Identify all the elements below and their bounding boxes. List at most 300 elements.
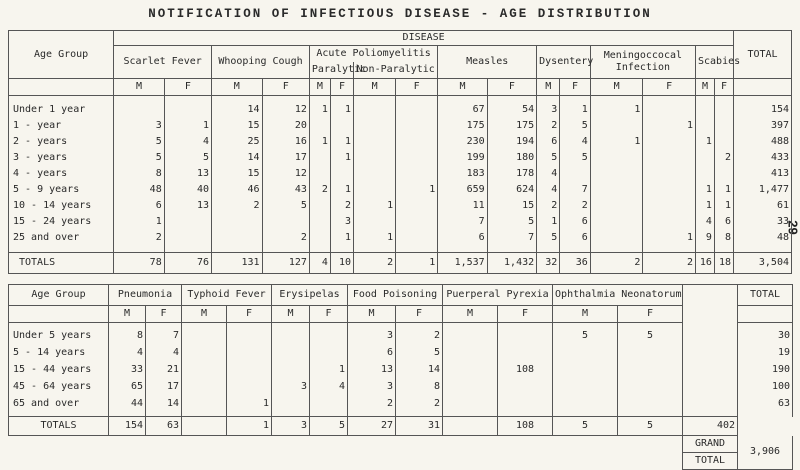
value-cell: 3 [348, 327, 396, 344]
value-cell: 2 [714, 150, 733, 166]
value-cell [396, 214, 438, 230]
sex-header: M [696, 79, 715, 96]
sex-header: M [272, 306, 310, 323]
value-cell: 2 [114, 230, 165, 246]
value-cell [618, 395, 683, 412]
value-cell: 194 [487, 134, 536, 150]
sex-header: F [262, 79, 309, 96]
value-cell [590, 150, 643, 166]
value-cell: 1 [537, 214, 560, 230]
sex-header: F [330, 79, 353, 96]
value-cell [309, 214, 330, 230]
grand-total-label: TOTAL [683, 453, 738, 470]
age-group-cell: 15 - 44 years [9, 361, 109, 378]
sex-header: F [164, 79, 211, 96]
value-cell: 13 [348, 361, 396, 378]
value-cell: 659 [438, 182, 487, 198]
row-total-cell: 63 [738, 395, 793, 412]
sex-header: F [618, 306, 683, 323]
disease-name: Scabies [696, 46, 734, 79]
value-cell [396, 134, 438, 150]
value-cell [443, 327, 498, 344]
value-cell [182, 344, 227, 361]
value-cell: 1 [560, 102, 591, 118]
value-cell [164, 214, 211, 230]
age-group-header: Age Group [9, 31, 114, 79]
sex-header: F [487, 79, 536, 96]
sex-header: M [438, 79, 487, 96]
total-value-cell: 1,537 [438, 253, 487, 274]
row-total-cell: 1,477 [734, 182, 792, 198]
value-cell: 1 [696, 182, 715, 198]
value-cell: 4 [537, 166, 560, 182]
table-row [9, 378, 793, 395]
value-cell [553, 395, 618, 412]
total-header: TOTAL [734, 31, 792, 79]
value-cell [354, 182, 396, 198]
age-group-cell: 65 and over [9, 395, 109, 412]
value-cell [643, 102, 696, 118]
total-value-cell: 131 [212, 253, 263, 274]
total-value-cell: 32 [537, 253, 560, 274]
value-cell: 6 [537, 134, 560, 150]
value-cell [618, 344, 683, 361]
sex-header: M [109, 306, 146, 323]
value-cell [330, 166, 353, 182]
value-cell: 44 [109, 395, 146, 412]
disease-names-row [9, 46, 792, 63]
value-cell: 4 [109, 344, 146, 361]
value-cell [498, 395, 553, 412]
value-cell: 1 [114, 214, 165, 230]
age-group-cell: 5 - 14 years [9, 344, 109, 361]
value-cell [212, 214, 263, 230]
value-cell [443, 378, 498, 395]
sex-header: F [643, 79, 696, 96]
value-cell: 230 [438, 134, 487, 150]
disease-name: Dysentery [537, 46, 591, 79]
value-cell [354, 118, 396, 134]
value-cell [560, 166, 591, 182]
value-cell: 43 [262, 182, 309, 198]
sex-header: M [348, 306, 396, 323]
value-cell: 4 [696, 214, 715, 230]
age-group-header: Age Group [9, 285, 109, 306]
value-cell [354, 166, 396, 182]
sex-header: M [354, 79, 396, 96]
value-cell: 1 [590, 102, 643, 118]
value-cell: 1 [643, 230, 696, 246]
value-cell: 5 [164, 150, 211, 166]
value-cell [443, 361, 498, 378]
grand-total-row [9, 436, 793, 453]
total-value-cell: 16 [696, 253, 715, 274]
grand-total-cell: 402 [683, 417, 738, 436]
value-cell [696, 118, 715, 134]
value-cell: 65 [109, 378, 146, 395]
value-cell: 4 [146, 344, 182, 361]
value-cell: 1 [310, 361, 348, 378]
polio-sub: Paralytic [309, 62, 353, 79]
value-cell: 180 [487, 150, 536, 166]
value-cell [590, 214, 643, 230]
value-cell [182, 327, 227, 344]
value-cell [714, 166, 733, 182]
total-value-cell: 76 [164, 253, 211, 274]
total-value-cell: 1 [227, 417, 272, 436]
value-cell: 25 [212, 134, 263, 150]
value-cell: 14 [212, 150, 263, 166]
value-cell: 5 [618, 327, 683, 344]
value-cell: 6 [438, 230, 487, 246]
value-cell [643, 166, 696, 182]
value-cell [553, 361, 618, 378]
age-group-cell: 1 - year [9, 118, 114, 134]
value-cell: 5 [537, 230, 560, 246]
value-cell: 624 [487, 182, 536, 198]
value-cell: 3 [272, 378, 310, 395]
value-cell [310, 395, 348, 412]
value-cell [310, 327, 348, 344]
total-value-cell: 36 [560, 253, 591, 274]
table-row [9, 395, 793, 412]
total-value-cell: 10 [330, 253, 353, 274]
total-value-cell: 5 [553, 417, 618, 436]
total-value-cell: 5 [310, 417, 348, 436]
disease-name: Erysipelas [272, 285, 348, 306]
value-cell: 2 [330, 198, 353, 214]
value-cell: 5 [262, 198, 309, 214]
value-cell: 1 [396, 182, 438, 198]
value-cell [164, 102, 211, 118]
grand-total-row [9, 453, 793, 470]
disease-name: Pneumonia [109, 285, 182, 306]
value-cell: 175 [487, 118, 536, 134]
blank-cell [683, 285, 738, 417]
table-row [9, 166, 792, 182]
row-total-cell: 19 [738, 344, 793, 361]
disease-name: Typhoid Fever [182, 285, 272, 306]
value-cell [396, 118, 438, 134]
value-cell: 2 [348, 395, 396, 412]
value-cell: 2 [212, 198, 263, 214]
total-value-cell: 1 [396, 253, 438, 274]
value-cell: 2 [396, 327, 443, 344]
age-group-cell: Under 1 year [9, 102, 114, 118]
value-cell [396, 102, 438, 118]
value-cell [354, 214, 396, 230]
value-cell: 5 [560, 150, 591, 166]
value-cell: 1 [590, 134, 643, 150]
value-cell: 1 [309, 102, 330, 118]
disease-table-secondary [8, 284, 793, 470]
value-cell: 2 [396, 395, 443, 412]
value-cell: 1 [354, 198, 396, 214]
totals-row [9, 417, 793, 436]
value-cell: 1 [714, 198, 733, 214]
row-total-cell: 190 [738, 361, 793, 378]
value-cell [498, 327, 553, 344]
total-value-cell: 108 [498, 417, 553, 436]
value-cell: 2 [537, 118, 560, 134]
value-cell: 21 [146, 361, 182, 378]
blank-cell [9, 436, 683, 453]
blank-cell [9, 306, 109, 323]
value-cell [553, 378, 618, 395]
total-value-cell [443, 417, 498, 436]
value-cell: 13 [164, 198, 211, 214]
blank-cell [738, 412, 793, 417]
total-value-cell: 4 [309, 253, 330, 274]
value-cell: 1 [696, 198, 715, 214]
value-cell [354, 150, 396, 166]
value-cell: 14 [396, 361, 443, 378]
value-cell [309, 118, 330, 134]
value-cell: 6 [714, 214, 733, 230]
value-cell [310, 344, 348, 361]
value-cell: 4 [537, 182, 560, 198]
value-cell: 183 [438, 166, 487, 182]
mf-row [9, 306, 793, 323]
value-cell: 11 [438, 198, 487, 214]
value-cell [309, 150, 330, 166]
value-cell: 7 [560, 182, 591, 198]
value-cell [643, 182, 696, 198]
sex-header: F [396, 79, 438, 96]
sex-header: M [537, 79, 560, 96]
value-cell: 20 [262, 118, 309, 134]
value-cell: 3 [537, 102, 560, 118]
value-cell [643, 134, 696, 150]
value-cell [696, 102, 715, 118]
row-total-cell: 100 [738, 378, 793, 395]
sex-header: F [310, 306, 348, 323]
value-cell: 6 [560, 230, 591, 246]
value-cell: 3 [330, 214, 353, 230]
value-cell: 4 [164, 134, 211, 150]
value-cell [354, 134, 396, 150]
value-cell [696, 150, 715, 166]
blank-cell [734, 79, 792, 96]
value-cell: 12 [262, 102, 309, 118]
value-cell: 12 [262, 166, 309, 182]
value-cell: 7 [146, 327, 182, 344]
disease-name: Whooping Cough [212, 46, 310, 79]
value-cell: 175 [438, 118, 487, 134]
value-cell [498, 378, 553, 395]
value-cell: 15 [212, 118, 263, 134]
sex-header: M [309, 79, 330, 96]
value-cell [553, 344, 618, 361]
disease-name: Food Poisoning [348, 285, 443, 306]
value-cell: 8 [714, 230, 733, 246]
sex-header: M [182, 306, 227, 323]
value-cell [262, 214, 309, 230]
value-cell: 46 [212, 182, 263, 198]
value-cell: 15 [212, 166, 263, 182]
value-cell: 14 [146, 395, 182, 412]
disease-name: Measles [438, 46, 537, 79]
value-cell [498, 344, 553, 361]
value-cell: 2 [262, 230, 309, 246]
table-row [9, 118, 792, 134]
disease-name: Puerperal Pyrexia [443, 285, 553, 306]
value-cell: 1 [714, 182, 733, 198]
disease-name: Acute Poliomyelitis [309, 46, 437, 63]
value-cell [714, 134, 733, 150]
value-cell [227, 361, 272, 378]
value-cell [272, 395, 310, 412]
table-row [9, 134, 792, 150]
total-value-cell: 154 [109, 417, 146, 436]
value-cell: 1 [330, 230, 353, 246]
value-cell: 108 [498, 361, 553, 378]
value-cell: 5 [114, 150, 165, 166]
age-group-cell: 25 and over [9, 230, 114, 246]
totals-label: TOTALS [9, 253, 114, 274]
sex-header: F [714, 79, 733, 96]
total-value-cell: 78 [114, 253, 165, 274]
value-cell [443, 344, 498, 361]
value-cell: 48 [114, 182, 165, 198]
value-cell [643, 214, 696, 230]
value-cell: 2 [309, 182, 330, 198]
total-value-cell: 127 [262, 253, 309, 274]
sex-header: M [590, 79, 643, 96]
blank-cell [9, 453, 683, 470]
value-cell: 15 [487, 198, 536, 214]
value-cell: 16 [262, 134, 309, 150]
value-cell: 3 [114, 118, 165, 134]
value-cell [714, 102, 733, 118]
blank-cell [738, 306, 793, 323]
sex-header: F [498, 306, 553, 323]
value-cell: 17 [262, 150, 309, 166]
value-cell [272, 327, 310, 344]
row-total-cell: 488 [734, 134, 792, 150]
row-total-cell: 33 [734, 214, 792, 230]
value-cell: 1 [330, 150, 353, 166]
value-cell: 5 [553, 327, 618, 344]
value-cell [164, 230, 211, 246]
value-cell [212, 230, 263, 246]
total-value-cell: 2 [590, 253, 643, 274]
value-cell [590, 198, 643, 214]
age-group-cell: 10 - 14 years [9, 198, 114, 214]
value-cell: 1 [330, 182, 353, 198]
value-cell: 6 [560, 214, 591, 230]
disease-name: Scarlet Fever [114, 46, 212, 79]
grand-total-label: GRAND [683, 436, 738, 453]
value-cell: 6 [114, 198, 165, 214]
table-row [9, 344, 793, 361]
value-cell [309, 230, 330, 246]
value-cell: 7 [487, 230, 536, 246]
value-cell: 9 [696, 230, 715, 246]
value-cell [227, 378, 272, 395]
value-cell: 17 [146, 378, 182, 395]
table-row [9, 182, 792, 198]
table-row [9, 198, 792, 214]
value-cell [443, 395, 498, 412]
value-cell: 8 [114, 166, 165, 182]
row-total-cell: 397 [734, 118, 792, 134]
page-number: 29 [785, 220, 800, 235]
value-cell [354, 102, 396, 118]
table-row [9, 361, 793, 378]
value-cell [590, 182, 643, 198]
polio-sub: Non-Paralytic [354, 62, 438, 79]
value-cell [114, 102, 165, 118]
totals-row [9, 253, 792, 274]
value-cell: 33 [109, 361, 146, 378]
grand-total-value: 3,906 [738, 436, 793, 470]
total-value-cell: 63 [146, 417, 182, 436]
blank-cell [9, 79, 114, 96]
value-cell: 1 [227, 395, 272, 412]
sex-header: M [443, 306, 498, 323]
value-cell: 4 [310, 378, 348, 395]
total-value-cell: 31 [396, 417, 443, 436]
row-total-cell: 154 [734, 102, 792, 118]
value-cell: 8 [109, 327, 146, 344]
value-cell: 5 [537, 150, 560, 166]
value-cell: 5 [396, 344, 443, 361]
value-cell: 199 [438, 150, 487, 166]
value-cell [618, 361, 683, 378]
value-cell [396, 198, 438, 214]
value-cell: 67 [438, 102, 487, 118]
total-value-cell: 2 [354, 253, 396, 274]
row-total-cell: 413 [734, 166, 792, 182]
value-cell: 178 [487, 166, 536, 182]
disease-header: DISEASE [114, 31, 734, 46]
value-cell: 54 [487, 102, 536, 118]
age-group-cell: 2 - years [9, 134, 114, 150]
value-cell [590, 230, 643, 246]
value-cell [396, 166, 438, 182]
row-total-cell: 48 [734, 230, 792, 246]
value-cell: 5 [560, 118, 591, 134]
value-cell [714, 118, 733, 134]
row-total-cell: 30 [738, 327, 793, 344]
disease-table-main [8, 30, 792, 274]
value-cell [227, 327, 272, 344]
row-total-cell: 433 [734, 150, 792, 166]
value-cell: 2 [537, 198, 560, 214]
totals-label: TOTALS [9, 417, 109, 436]
table-row [9, 150, 792, 166]
value-cell: 14 [212, 102, 263, 118]
sex-header: M [212, 79, 263, 96]
age-group-cell: Under 5 years [9, 327, 109, 344]
value-cell: 1 [330, 134, 353, 150]
total-value-cell: 18 [714, 253, 733, 274]
value-cell [227, 344, 272, 361]
header-row [9, 31, 792, 46]
value-cell [618, 378, 683, 395]
value-cell [396, 230, 438, 246]
value-cell [643, 150, 696, 166]
value-cell: 2 [560, 198, 591, 214]
value-cell [643, 198, 696, 214]
value-cell: 5 [114, 134, 165, 150]
value-cell: 1 [354, 230, 396, 246]
age-group-cell: 4 - years [9, 166, 114, 182]
disease-name: Ophthalmia Neonatorum [553, 285, 683, 306]
value-cell [182, 361, 227, 378]
header-row [9, 285, 793, 306]
